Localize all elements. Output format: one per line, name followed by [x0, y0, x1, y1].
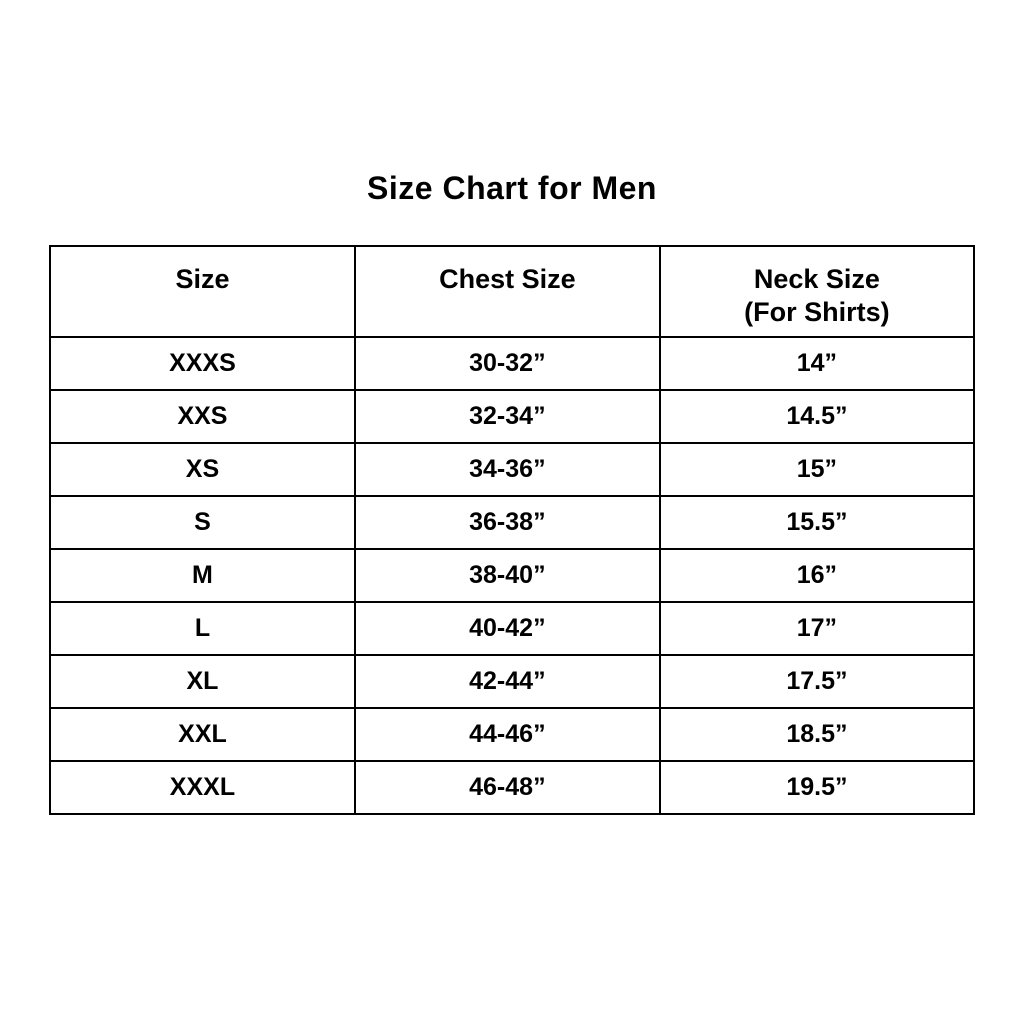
- table-row: [50, 443, 974, 496]
- header-neck-size-label: Neck Size: [753, 264, 880, 294]
- header-neck-size-sublabel: (For Shirts): [744, 296, 890, 327]
- cell-size: XXS: [50, 390, 355, 443]
- table-row: [50, 496, 974, 549]
- table-row: [50, 761, 974, 814]
- table-row: [50, 602, 974, 655]
- header-chest-size-label: Chest Size: [439, 264, 576, 294]
- cell-chest-size: 42-44”: [355, 655, 660, 708]
- cell-size: S: [50, 496, 355, 549]
- header-chest-size: [355, 246, 660, 337]
- cell-chest-size: 40-42”: [355, 602, 660, 655]
- table-row: [50, 549, 974, 602]
- cell-neck-size: 19.5”: [660, 761, 974, 814]
- cell-chest-size: 38-40”: [355, 549, 660, 602]
- cell-neck-size: 18.5”: [660, 708, 974, 761]
- cell-chest-size: 32-34”: [355, 390, 660, 443]
- table-body: [50, 337, 974, 814]
- header-row: [50, 246, 974, 337]
- table-header: [50, 246, 974, 337]
- cell-size: XL: [50, 655, 355, 708]
- header-size: [50, 246, 355, 337]
- size-chart-table: [49, 245, 975, 815]
- table-row: [50, 655, 974, 708]
- cell-neck-size: 15.5”: [660, 496, 974, 549]
- cell-neck-size: 14.5”: [660, 390, 974, 443]
- cell-chest-size: 30-32”: [355, 337, 660, 390]
- cell-size: L: [50, 602, 355, 655]
- cell-neck-size: 17.5”: [660, 655, 974, 708]
- cell-size: XXXL: [50, 761, 355, 814]
- cell-size: XXL: [50, 708, 355, 761]
- header-size-label: Size: [175, 264, 230, 294]
- header-neck-size: [660, 246, 974, 337]
- cell-size: XS: [50, 443, 355, 496]
- cell-neck-size: 17”: [660, 602, 974, 655]
- cell-chest-size: 34-36”: [355, 443, 660, 496]
- table-row: [50, 708, 974, 761]
- table-row: [50, 390, 974, 443]
- cell-neck-size: 16”: [660, 549, 974, 602]
- cell-size: M: [50, 549, 355, 602]
- cell-neck-size: 14”: [660, 337, 974, 390]
- cell-chest-size: 46-48”: [355, 761, 660, 814]
- table-row: [50, 337, 974, 390]
- cell-size: XXXS: [50, 337, 355, 390]
- cell-neck-size: 15”: [660, 443, 974, 496]
- cell-chest-size: 44-46”: [355, 708, 660, 761]
- page-title: Size Chart for Men: [367, 170, 657, 206]
- cell-chest-size: 36-38”: [355, 496, 660, 549]
